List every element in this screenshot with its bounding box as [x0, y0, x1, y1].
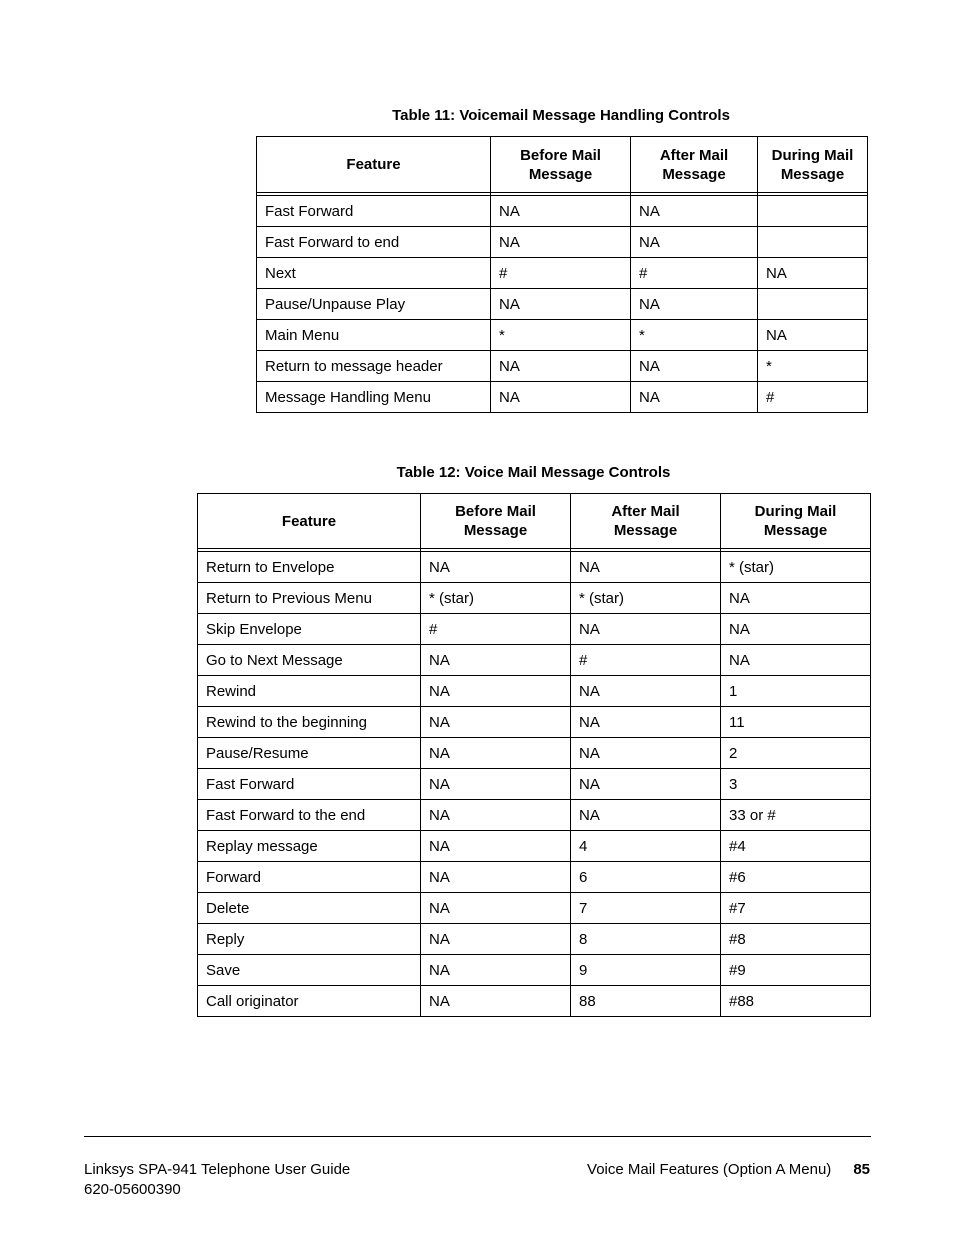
table12-row [198, 986, 871, 1017]
table12-cell: NA [421, 769, 571, 800]
table12-cell: Rewind [198, 676, 421, 707]
table12-cell: NA [421, 862, 571, 893]
table11-row [257, 320, 868, 351]
table11-cell: NA [491, 196, 631, 227]
table11-cell: Next [257, 258, 491, 289]
table12-caption: Table 12: Voice Mail Message Controls [396, 464, 671, 481]
table12-cell: Forward [198, 862, 421, 893]
table11-cell: NA [491, 351, 631, 382]
table11-row [257, 351, 868, 382]
table12-cell: 1 [721, 676, 871, 707]
table12-cell: NA [421, 924, 571, 955]
table12-cell: 2 [721, 738, 871, 769]
table12-cell: #8 [721, 924, 871, 955]
table12-cell: 9 [571, 955, 721, 986]
table12-header-row [198, 494, 871, 549]
table12-cell: NA [721, 583, 871, 614]
table12-cell: #88 [721, 986, 871, 1017]
table12-cell: 8 [571, 924, 721, 955]
table12-cell: NA [721, 645, 871, 676]
table12-cell: 3 [721, 769, 871, 800]
table12-cell: Call originator [198, 986, 421, 1017]
table11-header-cell: Feature [257, 137, 491, 193]
table12-cell: NA [421, 955, 571, 986]
table12-cell: NA [421, 893, 571, 924]
table11-cell [758, 227, 868, 258]
table11-cell: # [758, 382, 868, 413]
table12-cell: Return to Previous Menu [198, 583, 421, 614]
table12-cell: NA [571, 552, 721, 583]
table11-header-cell: Before Mail Message [491, 137, 631, 193]
table11-cell: NA [631, 382, 758, 413]
table12-row [198, 893, 871, 924]
table11-header-row [257, 137, 868, 193]
table11-cell: Fast Forward to end [257, 227, 491, 258]
table12-cell: NA [571, 738, 721, 769]
table11-cell: * [491, 320, 631, 351]
table12-cell: #4 [721, 831, 871, 862]
table11-cell: Return to message header [257, 351, 491, 382]
table12-cell: Fast Forward to the end [198, 800, 421, 831]
table12-cell: NA [421, 738, 571, 769]
table12-cell: NA [421, 800, 571, 831]
table12-cell: #9 [721, 955, 871, 986]
table12-cell: # [421, 614, 571, 645]
table12 [197, 493, 871, 1017]
table11-cell: # [631, 258, 758, 289]
table11-body [257, 196, 868, 413]
table12-cell: NA [571, 614, 721, 645]
table12-cell: NA [571, 800, 721, 831]
table12-cell: NA [571, 769, 721, 800]
table11-header-cell: After Mail Message [631, 137, 758, 193]
table12-row [198, 769, 871, 800]
table11-row [257, 258, 868, 289]
table12-row [198, 924, 871, 955]
table11-cell: NA [491, 289, 631, 320]
table11-cell: * [758, 351, 868, 382]
table12-cell: Pause/Resume [198, 738, 421, 769]
table12-cell: Reply [198, 924, 421, 955]
table12-row [198, 676, 871, 707]
table12-cell: NA [421, 676, 571, 707]
table11-cell: Fast Forward [257, 196, 491, 227]
table12-header-cell: Feature [198, 494, 421, 549]
table12-cell: * (star) [421, 583, 571, 614]
table12-row [198, 614, 871, 645]
table12-cell: Delete [198, 893, 421, 924]
page-number: 85 [853, 1161, 870, 1178]
table12-cell: NA [421, 552, 571, 583]
footer-rule [84, 1136, 871, 1137]
table12-cell: NA [421, 707, 571, 738]
table12-row [198, 707, 871, 738]
table12-row [198, 583, 871, 614]
table11-cell: NA [491, 227, 631, 258]
table11-header-cell: During Mail Message [758, 137, 868, 193]
table12-cell: NA [421, 831, 571, 862]
table12-row [198, 552, 871, 583]
table12-cell: Replay message [198, 831, 421, 862]
table12-header-cell: During Mail Message [721, 494, 871, 549]
table12-cell: Return to Envelope [198, 552, 421, 583]
table11-cell: Message Handling Menu [257, 382, 491, 413]
table11-cell: NA [631, 289, 758, 320]
table12-cell: * (star) [571, 583, 721, 614]
table11-cell: Main Menu [257, 320, 491, 351]
table12-cell: * (star) [721, 552, 871, 583]
table11-row [257, 227, 868, 258]
table12-cell: NA [571, 676, 721, 707]
table11-cell: NA [491, 382, 631, 413]
footer-right [587, 1160, 870, 1180]
table12-cell: # [571, 645, 721, 676]
table11-cell [758, 196, 868, 227]
table12-cell: Save [198, 955, 421, 986]
table12-cell: NA [571, 707, 721, 738]
table11-cell: NA [758, 320, 868, 351]
table12-cell: 6 [571, 862, 721, 893]
table12-cell: NA [421, 986, 571, 1017]
table11-row [257, 289, 868, 320]
table12-cell: 4 [571, 831, 721, 862]
table11-cell: * [631, 320, 758, 351]
footer-section: Voice Mail Features (Option A Menu) [587, 1161, 832, 1178]
table12-cell: Fast Forward [198, 769, 421, 800]
footer-doc-number: 620-05600390 [84, 1181, 181, 1198]
table12-cell: #6 [721, 862, 871, 893]
table12-cell: Skip Envelope [198, 614, 421, 645]
table12-body [198, 552, 871, 1017]
table11 [256, 136, 868, 413]
table12-row [198, 800, 871, 831]
table12-row [198, 738, 871, 769]
table12-row [198, 645, 871, 676]
footer-left [84, 1160, 350, 1200]
table11-cell [758, 289, 868, 320]
table12-cell: 33 or # [721, 800, 871, 831]
table12-header-cell: Before Mail Message [421, 494, 571, 549]
table11-row [257, 382, 868, 413]
table12-row [198, 831, 871, 862]
table11-cell: Pause/Unpause Play [257, 289, 491, 320]
table11-cell: # [491, 258, 631, 289]
table12-row [198, 955, 871, 986]
table12-cell: 7 [571, 893, 721, 924]
table11-caption: Table 11: Voicemail Message Handling Controls [392, 107, 730, 124]
table12-cell: Rewind to the beginning [198, 707, 421, 738]
footer-guide-title: Linksys SPA-941 Telephone User Guide [84, 1161, 351, 1178]
table12-header-cell: After Mail Message [571, 494, 721, 549]
table12-cell: 88 [571, 986, 721, 1017]
table11-cell: NA [631, 227, 758, 258]
table12-cell: #7 [721, 893, 871, 924]
table12-cell: NA [421, 645, 571, 676]
table11-cell: NA [631, 351, 758, 382]
table12-cell: 11 [721, 707, 871, 738]
table12-cell: NA [721, 614, 871, 645]
table12-row [198, 862, 871, 893]
table11-row [257, 196, 868, 227]
table11-cell: NA [631, 196, 758, 227]
table12-cell: Go to Next Message [198, 645, 421, 676]
table11-cell: NA [758, 258, 868, 289]
